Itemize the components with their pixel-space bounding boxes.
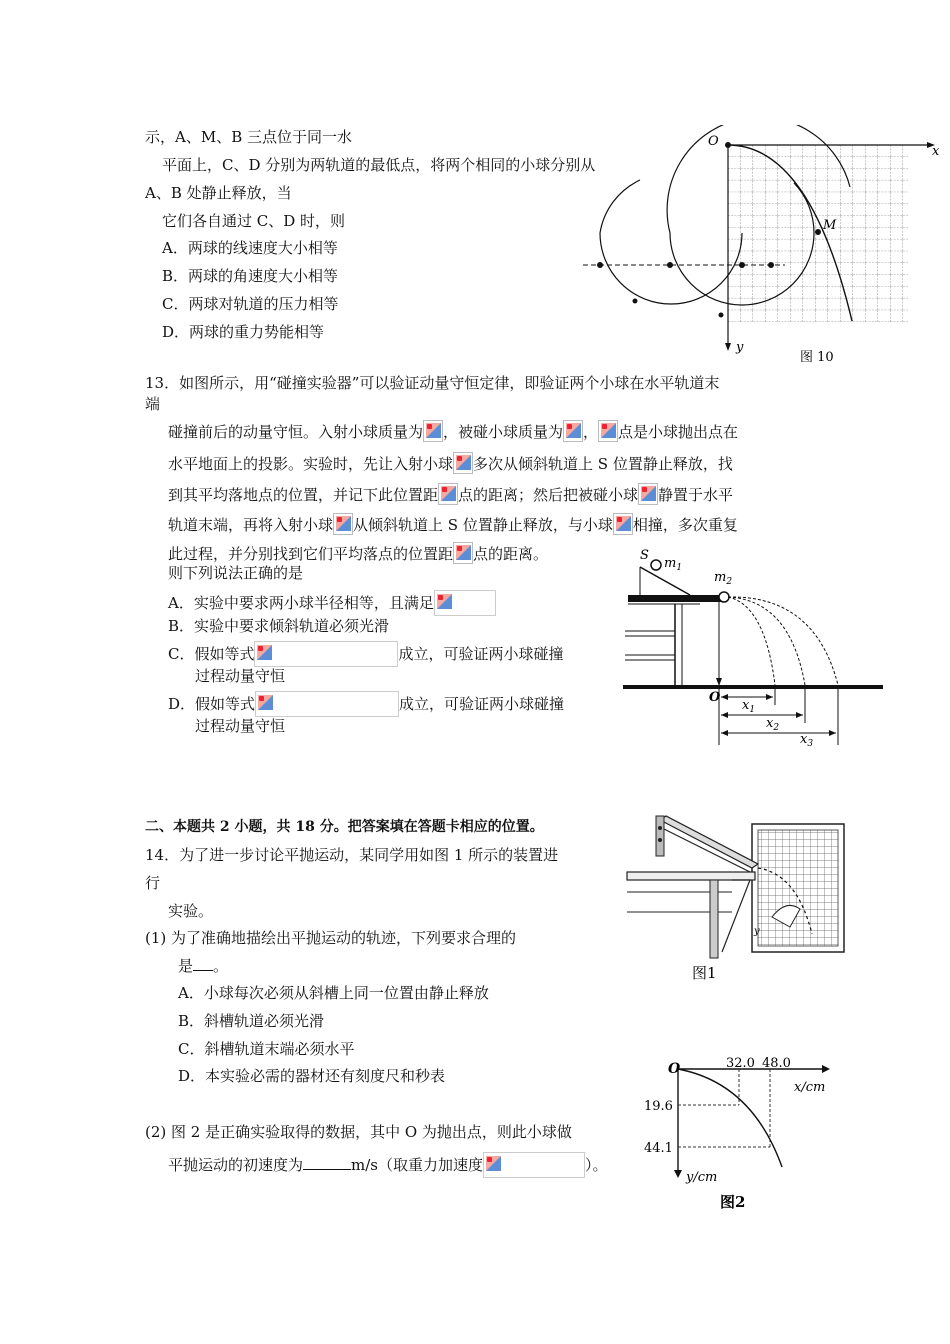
q13-l2b: 多次从倾斜轨道上 S 位置静止释放，找 — [473, 455, 733, 473]
q14-p1c: 。 — [213, 957, 229, 975]
image-placeholder-icon — [333, 513, 353, 535]
image-placeholder-icon — [438, 483, 458, 505]
fig13-x2-sub: 2 — [773, 723, 780, 733]
fig13-m2: m — [714, 570, 727, 585]
q13-l3a: 到其平均落地点的位置，并记下此位置距 — [168, 486, 439, 504]
q13-line5 — [168, 542, 548, 564]
answer-blank[interactable] — [303, 1155, 351, 1170]
image-placeholder-icon — [598, 420, 618, 442]
q12-option-a: A．两球的线速度大小相等 — [162, 239, 338, 257]
fig13-x2-label — [766, 716, 779, 733]
image-placeholder-icon — [256, 693, 276, 715]
q13-line1 — [168, 420, 738, 442]
q14-head: 14．为了进一步讨论平抛运动，某同学用如图 1 所示的装置进 — [145, 846, 559, 864]
q13-opta: A．实验中要求两小球半径相等，且满足 — [168, 594, 434, 612]
q13-l1c: ， — [583, 423, 599, 441]
q12-line3: A、B 处静止释放，当 — [145, 184, 292, 202]
q13-optc1: C．假如等式 — [168, 645, 255, 663]
q13-line2 — [168, 452, 733, 474]
fig2-y-label: y/cm — [686, 1170, 718, 1185]
fig13-m1: m — [664, 556, 677, 571]
q14-head3: 实验。 — [168, 902, 214, 920]
q13-head: 13．如图所示，用“碰撞实验器”可以验证动量守恒定律，即验证两个小球在水平轨道末 — [145, 374, 720, 392]
fig2-x-tick-1: 32.0 — [726, 1056, 755, 1071]
q12-line2: 平面上，C、D 分别为两轨道的最低点，将两个相同的小球分别从 — [162, 156, 596, 174]
q13-optc2: 成立，可验证两小球碰撞 — [398, 645, 564, 663]
fig10-origin-label: O — [708, 134, 719, 149]
fig13-s-label: S — [640, 548, 649, 563]
fig10-x-label: x — [932, 144, 940, 159]
q14-head2: 行 — [145, 874, 161, 892]
image-placeholder-icon — [423, 420, 443, 442]
fig13-m1-sub: 1 — [676, 563, 683, 573]
q13-l4a: 轨道末端，再将入射小球 — [168, 516, 334, 534]
fig2-x-tick-2: 48.0 — [762, 1056, 791, 1071]
q14-part1: (1) 为了准确地描绘出平抛运动的轨迹，下列要求合理的 — [145, 929, 517, 947]
q12-option-b: B．两球的角速度大小相等 — [162, 267, 339, 285]
fig13-x3-sub: 3 — [807, 739, 814, 749]
fig13-x2: x — [766, 716, 774, 731]
q13-optd2: 成立，可验证两小球碰撞 — [399, 695, 565, 713]
answer-blank[interactable] — [193, 956, 213, 971]
image-placeholder-icon — [435, 592, 455, 614]
figure-1 — [622, 812, 862, 984]
fig2-y-tick-2: 44.1 — [644, 1141, 673, 1156]
q14-p1b: 是 — [178, 957, 194, 975]
q14-option-c: C．斜槽轨道末端必须水平 — [178, 1040, 355, 1058]
q14-p2b: 平抛运动的初速度为 — [168, 1156, 304, 1174]
q13-line4 — [168, 513, 738, 535]
q13-l1a: 碰撞前后的动量守恒。入射小球质量为 — [168, 423, 424, 441]
fig10-y-label: y — [736, 340, 744, 355]
q13-option-d — [168, 691, 564, 717]
fig13-m1-label — [664, 556, 682, 573]
fig10-m-label: M — [823, 218, 837, 233]
q13-optd1: D．假如等式 — [168, 695, 256, 713]
q13-option-c-cont: 过程动量守恒 — [195, 667, 286, 685]
section-2-heading: 二、本题共 2 小题，共 18 分。把答案填在答题卡相应的位置。 — [145, 819, 544, 835]
fig13-m2-sub: 2 — [726, 577, 733, 587]
q13-l4c: 相撞，多次重复 — [632, 516, 738, 534]
figure-10 — [580, 125, 945, 370]
q14-p2d: ）。 — [585, 1156, 608, 1174]
q14-part2-cont — [168, 1152, 608, 1178]
q13-l2a: 水平地面上的投影。实验时，先让入射小球 — [168, 455, 454, 473]
fig13-x3-label — [800, 732, 813, 749]
q12-option-c: C．两球对轨道的压力相等 — [162, 295, 339, 313]
q14-p2c: m/s（取重力加速度 — [351, 1156, 483, 1174]
image-placeholder-icon — [453, 452, 473, 474]
q12-line4: 它们各自通过 C、D 时，则 — [162, 212, 346, 230]
formula-box — [255, 691, 399, 717]
fig1-caption: 图1 — [692, 964, 717, 982]
fig13-x1-label — [742, 698, 755, 715]
fig13-m2-label — [714, 570, 732, 587]
q13-option-a — [168, 590, 496, 616]
fig2-caption: 图2 — [720, 1193, 746, 1211]
q12-option-d: D．两球的重力势能相等 — [162, 323, 325, 341]
q13-l5a: 此过程，并分别找到它们平均落点的位置距 — [168, 545, 454, 563]
image-placeholder-icon — [638, 483, 658, 505]
q14-part2: (2) 图 2 是正确实验取得的数据，其中 O 为抛出点，则此小球做 — [145, 1123, 572, 1141]
fig13-x1-sub: 1 — [749, 705, 756, 715]
fig13-x3: x — [800, 732, 808, 747]
figure-2 — [642, 1055, 842, 1215]
q14-option-a: A．小球每次必须从斜槽上同一位置由静止释放 — [178, 984, 489, 1002]
q14-option-b: B．斜槽轨道必须光滑 — [178, 1012, 325, 1030]
q13-option-c — [168, 641, 564, 667]
formula-box — [254, 641, 398, 667]
image-placeholder-icon — [613, 513, 633, 535]
q13-line3 — [168, 483, 733, 505]
fig2-origin: O — [668, 1061, 681, 1077]
q13-l1d: 点是小球抛出点在 — [618, 423, 739, 441]
q14-option-d: D．本实验必需的器材还有刻度尺和秒表 — [178, 1067, 446, 1085]
fig1-y-label: y — [754, 926, 760, 937]
q13-l1b: ，被碰小球质量为 — [443, 423, 564, 441]
formula-box — [483, 1152, 585, 1178]
q14-part1-cont — [178, 956, 228, 976]
fig2-y-tick-1: 19.6 — [644, 1099, 673, 1114]
fig13-x1: x — [742, 698, 750, 713]
image-placeholder-icon — [255, 643, 275, 665]
q13-option-d-cont: 过程动量守恒 — [195, 717, 286, 735]
collision-figure — [620, 545, 885, 750]
fig13-o-label: O — [709, 690, 721, 705]
q13-l4b: 从倾斜轨道上 S 位置静止释放，与小球 — [353, 516, 613, 534]
q13-option-b: B．实验中要求倾斜轨道必须光滑 — [168, 617, 390, 635]
q13-line6: 则下列说法正确的是 — [168, 564, 304, 582]
q12-line1: 示，A、M、B 三点位于同一水 — [145, 128, 352, 146]
fig2-x-label: x/cm — [794, 1080, 826, 1095]
fig10-caption: 图 10 — [800, 350, 834, 365]
q13-l5b: 点的距离。 — [473, 545, 549, 563]
image-placeholder-icon — [484, 1154, 504, 1176]
image-placeholder-icon — [563, 420, 583, 442]
image-placeholder-icon — [453, 542, 473, 564]
q13-head2: 端 — [145, 395, 161, 413]
q13-l3b: 点的距离；然后把被碰小球 — [458, 486, 639, 504]
formula-box — [434, 590, 496, 616]
q13-l3c: 静置于水平 — [658, 486, 734, 504]
